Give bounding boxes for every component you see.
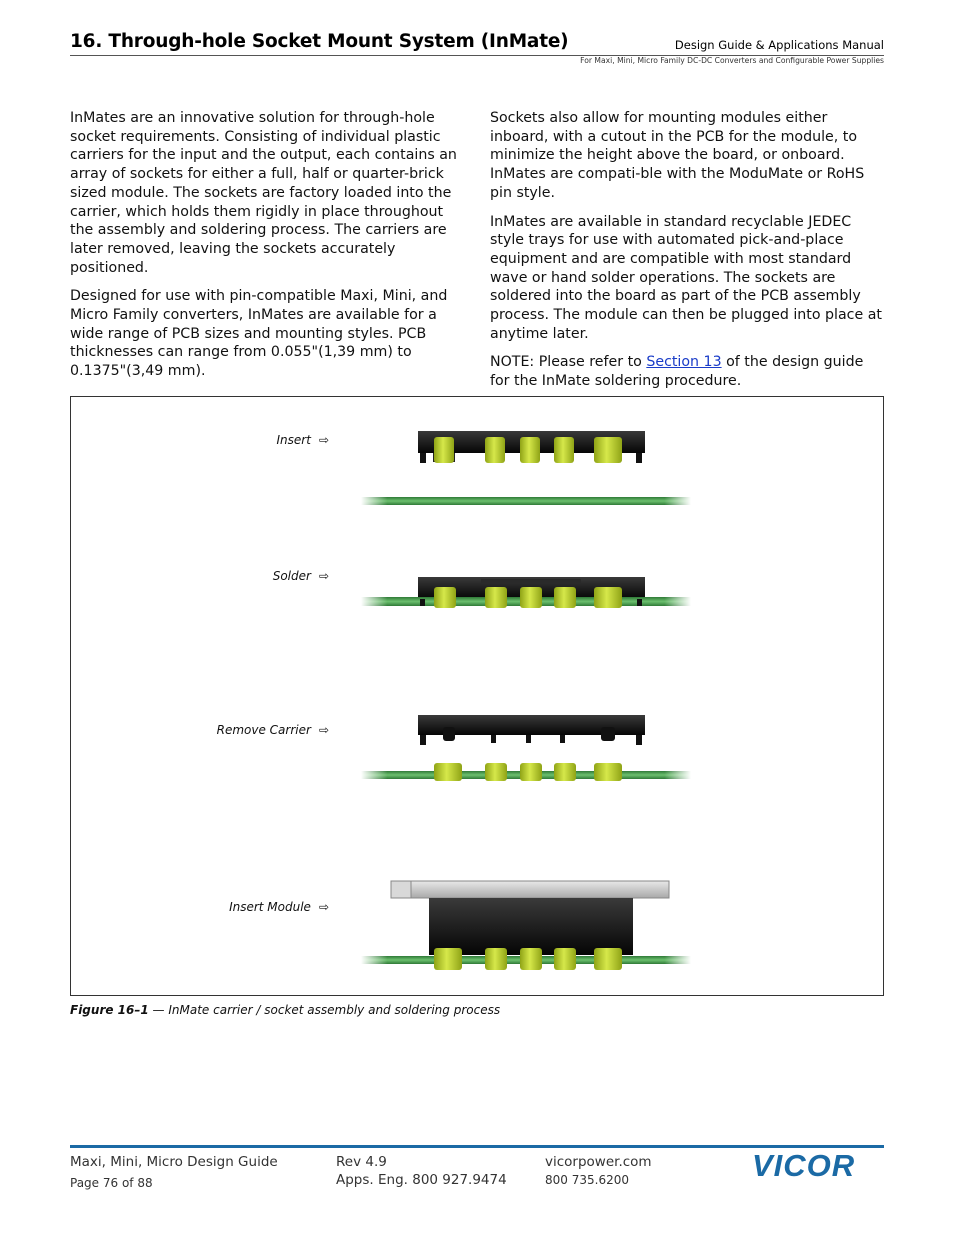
right-arrow-icon: ⇨ [318, 569, 329, 583]
footer-phone: 800 735.6200 [545, 1173, 629, 1187]
right-arrow-icon: ⇨ [318, 723, 329, 737]
guide-subtitle: For Maxi, Mini, Micro Family DC-DC Converters and Configurable Power Supplies [580, 56, 884, 65]
socket [485, 763, 507, 781]
socket [554, 948, 576, 970]
left-column [70, 109, 464, 391]
figure-frame [70, 396, 884, 996]
footer-page-number: Page 76 of 88 [70, 1176, 153, 1190]
footer-divider [70, 1145, 884, 1148]
remove-carrier-stage [361, 715, 691, 781]
socket [434, 587, 456, 608]
socket [554, 763, 576, 781]
paragraph: InMates are available in standard recyclable JEDEC style trays for use with automated pick-and-place equipment and are compatible with most standard wave or hand solder operations. The sockets are soldered into the board as part of the PCB assembly process. The module can then be plugged into place at anytime later. [490, 213, 882, 342]
socket [485, 587, 507, 608]
insert-module-stage [361, 881, 691, 970]
insert-stage [361, 431, 691, 505]
socket [520, 948, 542, 970]
paragraph: InMates are an innovative solution for through-hole socket requirements. Consisting of individual plastic carriers for the input and the output, each contains an array of sockets for either a full, half or quarter-brick sized module. The sockets are factory loaded into the carrier, which holds them rigidly in place throughout the assembly and soldering process. The carriers are later removed, leaving the sockets accurately positioned. [70, 110, 457, 276]
assembly-illustration [71, 397, 883, 995]
step-label-remove-carrier: Remove Carrier ⇨ [216, 723, 329, 737]
socket [434, 948, 462, 970]
module-baseplate [391, 881, 669, 898]
right-arrow-icon: ⇨ [318, 433, 329, 447]
page-title: 16. Through-hole Socket Mount System (InMate) [70, 31, 569, 52]
step-label-insert: Insert ⇨ [276, 433, 329, 447]
socket [594, 948, 622, 970]
footer-website[interactable]: vicorpower.com [545, 1154, 652, 1170]
socket [594, 763, 622, 781]
socket [434, 437, 454, 463]
socket [520, 587, 542, 608]
step-label-solder: Solder ⇨ [272, 569, 329, 583]
figure-caption: Figure 16–1 — InMate carrier / socket assembly and soldering process [70, 1003, 501, 1017]
note-prefix: NOTE: Please refer to [490, 354, 647, 371]
vicor-logo [752, 1150, 884, 1184]
paragraph: Sockets also allow for mounting modules either inboard, with a cutout in the PCB for the module, to minimize the height above the board, or onboard. InMates are compati-ble with the ModuMate or RoHS pin style. [490, 110, 865, 201]
socket [554, 437, 574, 463]
socket [485, 948, 507, 970]
socket [434, 763, 462, 781]
section-13-link[interactable]: Section 13 [646, 354, 722, 371]
footer-rev: Rev 4.9 [336, 1154, 387, 1170]
solder-stage [361, 577, 691, 608]
step-label-insert-module: Insert Module ⇨ [229, 900, 329, 914]
socket [554, 587, 576, 608]
footer-apps-phone: Apps. Eng. 800 927.9474 [336, 1172, 507, 1188]
socket [594, 587, 622, 608]
guide-title: Design Guide & Applications Manual [674, 38, 884, 52]
right-arrow-icon: ⇨ [318, 900, 329, 914]
module-body [429, 898, 633, 955]
note-suffix: of the design guide for the InMate soldering procedure. [490, 354, 864, 390]
footer-doc-name: Maxi, Mini, Micro Design Guide [70, 1154, 278, 1170]
note-paragraph [490, 353, 884, 390]
socket [485, 437, 505, 463]
socket [594, 437, 622, 463]
paragraph: Designed for use with pin-compatible Maxi, Mini, and Micro Family converters, InMates are available for a wide range of PCB sizes and mounting styles. PCB thicknesses can range from 0.055"(1,39 mm) to 0.1375"(3,49 mm). [70, 288, 448, 380]
logo-text: VICOR [752, 1150, 856, 1180]
socket [520, 437, 540, 463]
right-column [490, 109, 884, 401]
socket [520, 763, 542, 781]
